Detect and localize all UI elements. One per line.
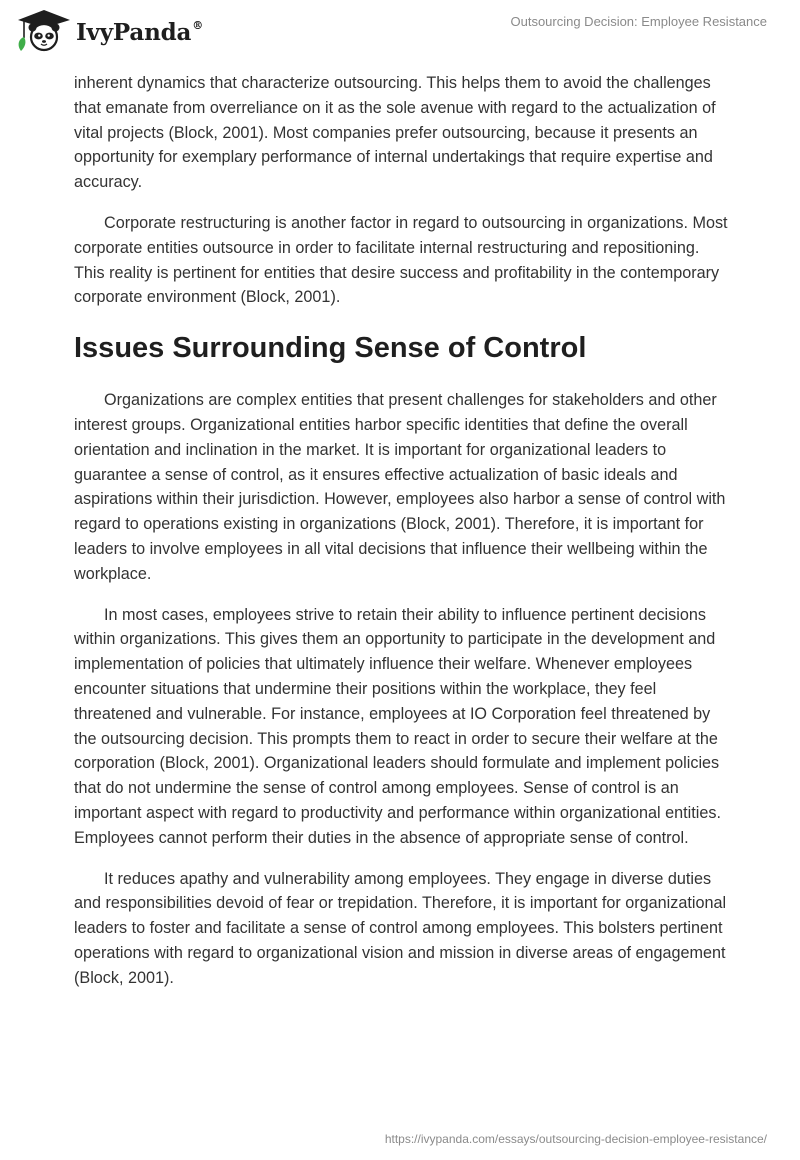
- paragraph: inherent dynamics that characterize outsourcing. This helps them to avoid the challenges that emanate from overreliance on it as the sole avenue with regard to the actualization of vital projects (Block, 2001). Most companies prefer outsourcing, because it presents an opportunity for exemplary performance of internal undertakings that require expertise and accuracy.: [74, 74, 716, 192]
- section-heading: Issues Surrounding Sense of Control: [74, 332, 587, 365]
- brand-name: IvyPanda®: [76, 18, 203, 46]
- essay-content: [74, 71, 734, 1007]
- paragraph: In most cases, employees strive to retain their ability to influence pertinent decisions within organizations. This gives them an opportunity to participate in the development and implementation of policies that ultimately influence their welfare. Whenever employees encounter situations that undermine their positions within the workplace, they feel threatened and vulnerable. For instance, employees at IO Corporation feel threatened by the outsourcing decision. This prompts them to react in order to secure their welfare at the corporation (Block, 2001). Organizational leaders should formulate and implement policies that do not undermine the sense of control among employees. Sense of control is an important aspect with regard to productivity and performance within organizational entities. Employees cannot perform their duties in the absence of appropriate sense of control.: [74, 605, 721, 847]
- paragraph: Corporate restructuring is another factor in regard to outsourcing in organizations. Most corporate entities outsource in order to facilitate internal restructuring and repositioning. This reality is pertinent for entities that desire success and profitability in the contemporary corporate environment (Block, 2001).: [74, 213, 728, 307]
- paragraph: Organizations are complex entities that present challenges for stakeholders and other interest groups. Organizational entities harbor specific identities that define the overall orientation and inclination in the market. It is important for organizational leaders to guarantee a sense of control, as it ensures effective actualization of basic ideals and aspirations within their jurisdiction. However, employees also harbor a sense of control with regard to operations existing in organizations (Block, 2001). Therefore, it is important for leaders to involve employees in all vital decisions that influence their wellbeing within the workplace.: [74, 391, 726, 583]
- document-title: Outsourcing Decision: Employee Resistance: [510, 14, 767, 29]
- source-url[interactable]: https://ivypanda.com/essays/outsourcing-decision-employee-resistance/: [384, 1132, 767, 1146]
- paragraph: It reduces apathy and vulnerability among employees. They engage in diverse duties and responsibilities devoid of fear or trepidation. Therefore, it is important for organizational leaders to foster and facilitate a sense of control among employees. This bolsters pertinent operations with regard to organizational vision and mission in diverse areas of engagement (Block, 2001).: [74, 869, 727, 987]
- registered-mark: ®: [192, 18, 203, 32]
- ivypanda-logo[interactable]: [14, 8, 203, 52]
- panda-graduation-cap-icon: [14, 8, 70, 52]
- page-header: [0, 0, 800, 64]
